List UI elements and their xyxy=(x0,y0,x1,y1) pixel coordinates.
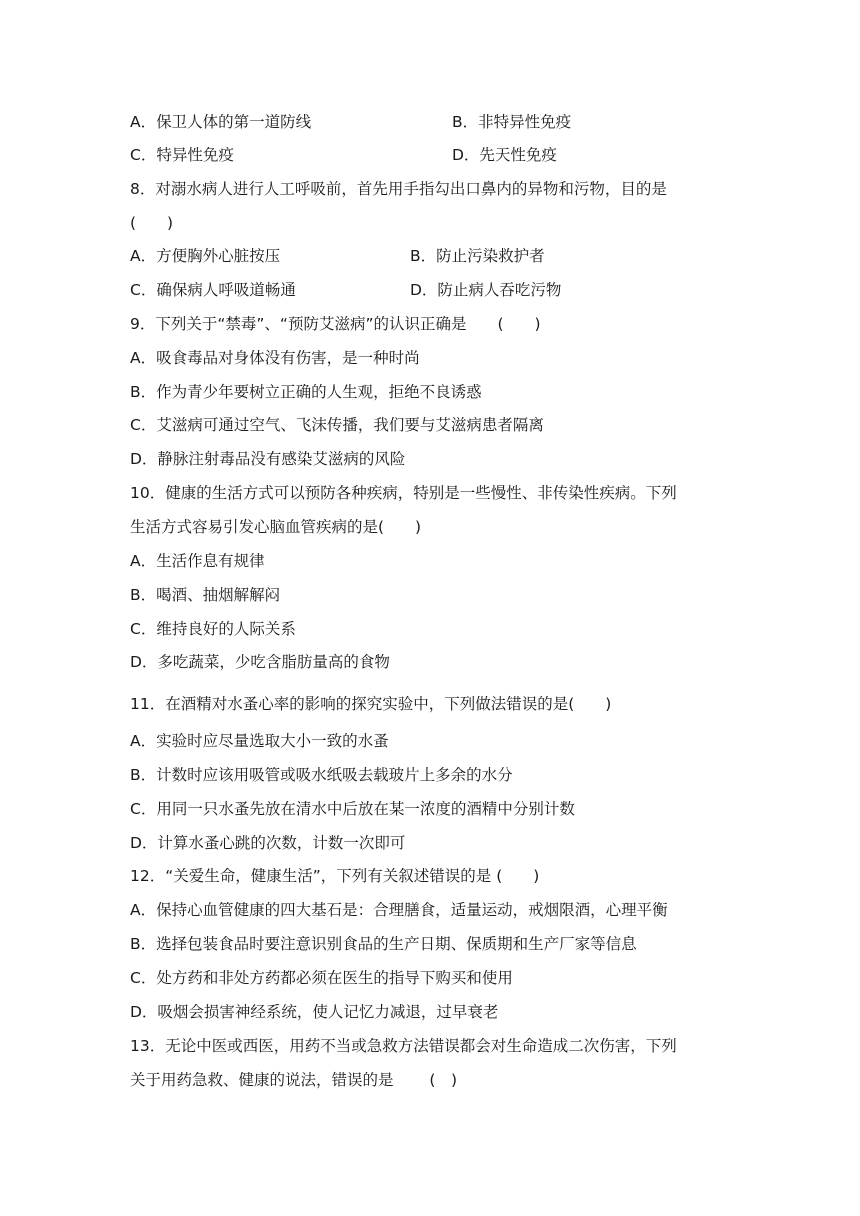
q10-option-b: B．喝酒、抽烟解解闷 xyxy=(130,586,281,604)
q7-option-a: A．保卫人体的第一道防线 xyxy=(130,113,312,131)
q12-stem: 12．“关爱生命，健康生活”，下列有关叙述错误的是 ( ) xyxy=(130,867,540,885)
q9-stem: 9．下列关于“禁毒”、“预防艾滋病”的认识正确是 ( ) xyxy=(130,315,541,333)
q8-option-d: D．防止病人吞吃污物 xyxy=(410,281,562,299)
q10-stem-line1: 10．健康的生活方式可以预防各种疾病，特别是一些慢性、非传染性疾病。下列 xyxy=(130,484,677,502)
q12-option-a: A．保持心血管健康的四大基石是：合理膳食，适量运动，戒烟限酒，心理平衡 xyxy=(130,901,668,919)
q8-stem-line2: ( ) xyxy=(130,214,174,232)
q12-option-b: B．选择包装食品时要注意识别食品的生产日期、保质期和生产厂家等信息 xyxy=(130,935,637,953)
q10-option-d: D．多吃蔬菜，少吃含脂肪量高的食物 xyxy=(130,653,390,671)
q9-option-d: D．静脉注射毒品没有感染艾滋病的风险 xyxy=(130,450,406,468)
q7-option-d: D．先天性免疫 xyxy=(452,146,557,164)
q11-option-b: B．计数时应该用吸管或吸水纸吸去载玻片上多余的水分 xyxy=(130,766,513,784)
q10-option-c: C．维持良好的人际关系 xyxy=(130,620,296,638)
q11-option-a: A．实验时应尽量选取大小一致的水蚤 xyxy=(130,732,389,750)
q8-option-a: A．方便胸外心脏按压 xyxy=(130,247,281,265)
q9-option-b: B．作为青少年要树立正确的人生观，拒绝不良诱惑 xyxy=(130,383,482,401)
q10-option-a: A．生活作息有规律 xyxy=(130,552,265,570)
q8-option-c: C．确保病人呼吸道畅通 xyxy=(130,281,296,299)
q9-option-a: A．吸食毒品对身体没有伤害，是一种时尚 xyxy=(130,349,420,367)
q12-option-d: D．吸烟会损害神经系统，使人记忆力减退，过早衰老 xyxy=(130,1003,499,1021)
q13-stem-line1: 13．无论中医或西医，用药不当或急救方法错误都会对生命造成二次伤害，下列 xyxy=(130,1037,677,1055)
q7-option-b: B．非特异性免疫 xyxy=(452,113,572,131)
q13-stem-line2: 关于用药急救、健康的说法，错误的是 ( ) xyxy=(130,1071,458,1089)
q8-stem-line1: 8．对溺水病人进行人工呼吸前，首先用手指勾出口鼻内的异物和污物，目的是 xyxy=(130,180,667,198)
q8-option-b: B．防止污染救护者 xyxy=(410,247,545,265)
q9-option-c: C．艾滋病可通过空气、飞沫传播，我们要与艾滋病患者隔离 xyxy=(130,416,544,434)
q10-stem-line2: 生活方式容易引发心脑血管疾病的是( ) xyxy=(130,518,422,536)
q11-stem: 11．在酒精对水蚤心率的影响的探究实验中，下列做法错误的是( ) xyxy=(130,695,612,713)
q11-option-d: D．计算水蚤心跳的次数，计数一次即可 xyxy=(130,834,406,852)
q11-option-c: C．用同一只水蚤先放在清水中后放在某一浓度的酒精中分别计数 xyxy=(130,800,575,818)
q12-option-c: C．处方药和非处方药都必须在医生的指导下购买和使用 xyxy=(130,969,513,987)
q7-option-c: C．特异性免疫 xyxy=(130,146,234,164)
